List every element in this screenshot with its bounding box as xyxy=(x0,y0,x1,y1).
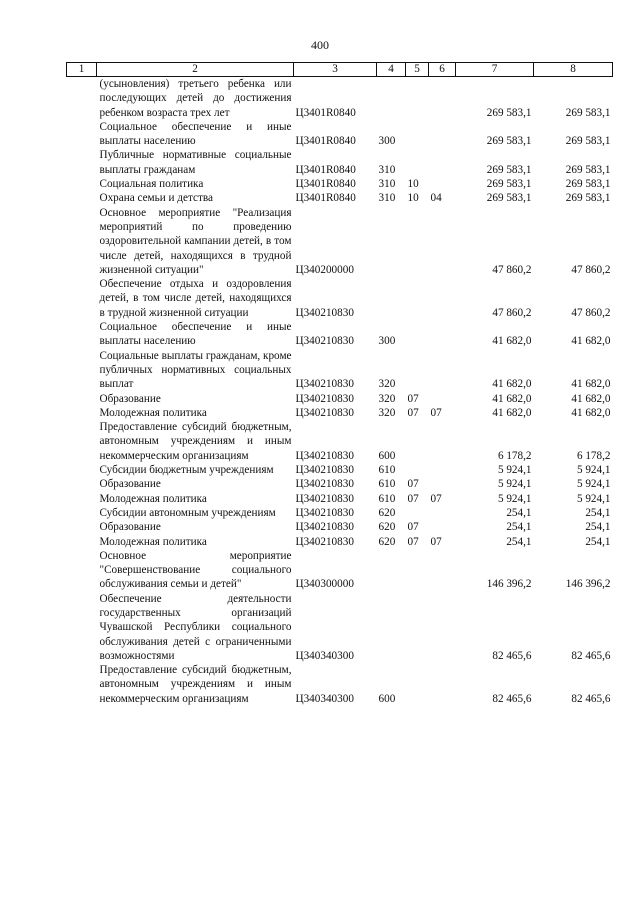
section-code xyxy=(406,120,429,149)
target-article-code: Ц340210830 xyxy=(295,506,354,519)
table-row xyxy=(67,477,613,491)
target-article-code: Ц340210830 xyxy=(295,535,354,548)
amount-year-2: 41 682,0 xyxy=(571,406,611,419)
expense-type-code: 610 xyxy=(378,464,396,477)
expense-type-code: 620 xyxy=(378,506,396,519)
subsection-code xyxy=(429,520,456,534)
subsection-code xyxy=(429,477,456,491)
expense-name: Предоставление субсидий бюджетным, автономным учреждениям и иным некоммерческим организациям xyxy=(99,421,292,462)
table-body xyxy=(67,77,613,707)
expense-type-code: 600 xyxy=(378,449,396,462)
amount-year-2: 269 583,1 xyxy=(565,106,611,119)
expense-name: Образование xyxy=(99,478,161,491)
target-article-code: Ц340210830 xyxy=(295,492,354,505)
amount-year-1: 47 860,2 xyxy=(492,263,532,276)
expense-name: Субсидии бюджетным учреждениям xyxy=(99,464,274,477)
table-row xyxy=(67,463,613,477)
table-row xyxy=(67,320,613,349)
expense-type-code: 300 xyxy=(378,335,396,348)
expense-type-code xyxy=(377,277,406,320)
column-header-6: 6 xyxy=(429,63,456,77)
row-number-cell xyxy=(67,392,97,406)
target-article-code: Ц340300000 xyxy=(295,578,354,591)
amount-year-2: 269 583,1 xyxy=(565,192,611,205)
expense-name: Социальное обеспечение и иные выплаты населению xyxy=(99,120,292,148)
table-row xyxy=(67,663,613,706)
expense-name: Социальное обеспечение и иные выплаты населению xyxy=(99,321,292,348)
header-row xyxy=(67,63,613,77)
amount-year-2: 6 178,2 xyxy=(576,449,611,462)
amount-year-1: 6 178,2 xyxy=(497,449,532,462)
target-article-code: Ц340340300 xyxy=(295,692,354,705)
amount-year-2: 82 465,6 xyxy=(571,649,611,662)
expense-type-code: 320 xyxy=(378,406,396,419)
target-article-code: Ц3401R0840 xyxy=(295,192,356,205)
expense-name: Основное мероприятие "Совершенствование социального обслуживания семьи и детей" xyxy=(99,549,292,591)
table-row xyxy=(67,549,613,592)
row-number-cell xyxy=(67,535,97,549)
page-number: 400 xyxy=(311,38,329,52)
expense-name: Публичные нормативные социальные выплаты гражданам xyxy=(99,149,292,176)
amount-year-2: 146 396,2 xyxy=(565,578,611,591)
subsection-code xyxy=(429,592,456,663)
amount-year-1: 82 465,6 xyxy=(492,649,532,662)
expense-name: Предоставление субсидий бюджетным, автономным учреждениям и иным некоммерческим организациям xyxy=(99,664,292,705)
row-number-cell xyxy=(67,492,97,506)
row-number-cell xyxy=(67,277,97,320)
target-article-code: Ц340210830 xyxy=(295,392,354,405)
target-article-code: Ц3401R0840 xyxy=(295,106,356,119)
expense-type-code: 610 xyxy=(378,478,396,491)
target-article-code: Ц340210830 xyxy=(295,306,354,319)
subsection-code xyxy=(429,663,456,706)
amount-year-1: 41 682,0 xyxy=(492,335,532,348)
expense-name: Образование xyxy=(99,392,161,405)
amount-year-1: 5 924,1 xyxy=(497,464,532,477)
section-code xyxy=(406,320,429,349)
table-row xyxy=(67,148,613,177)
subsection-code xyxy=(429,506,456,520)
section-code xyxy=(406,349,429,392)
target-article-code: Ц340210830 xyxy=(295,406,354,419)
expense-name: Субсидии автономным учреждениям xyxy=(99,506,276,519)
subsection-code: 07 xyxy=(430,492,442,505)
expense-name: (усыновления) третьего ребенка или последующих детей до достижения ребенком возраста трех лет xyxy=(99,78,292,119)
row-number-cell xyxy=(67,148,97,177)
target-article-code: Ц3401R0840 xyxy=(295,135,356,148)
section-code xyxy=(406,463,429,477)
amount-year-1: 41 682,0 xyxy=(492,392,532,405)
target-article-code: Ц340210830 xyxy=(295,464,354,477)
row-number-cell xyxy=(67,592,97,663)
amount-year-2: 5 924,1 xyxy=(576,492,611,505)
amount-year-2: 82 465,6 xyxy=(571,692,611,705)
expense-type-code: 320 xyxy=(378,392,396,405)
table-row xyxy=(67,406,613,420)
row-number-cell xyxy=(67,177,97,191)
section-code xyxy=(406,592,429,663)
section-code xyxy=(406,206,429,277)
amount-year-2: 41 682,0 xyxy=(571,335,611,348)
section-code xyxy=(406,549,429,592)
expense-name: Основное мероприятие "Реализация мероприятий по проведению оздоровительной кампании детей, в том числе детей, находящихся в трудной жизненной ситуации" xyxy=(99,206,292,276)
expense-name: Охрана семьи и детства xyxy=(99,192,213,205)
table-row xyxy=(67,206,613,277)
subsection-code xyxy=(429,177,456,191)
target-article-code: Ц340340300 xyxy=(295,649,354,662)
table-row xyxy=(67,506,613,520)
row-number-cell xyxy=(67,320,97,349)
amount-year-1: 146 396,2 xyxy=(486,578,532,591)
subsection-code: 07 xyxy=(430,406,442,419)
table-row xyxy=(67,277,613,320)
column-header-4: 4 xyxy=(377,63,406,77)
expense-type-code: 610 xyxy=(378,492,396,505)
amount-year-2: 5 924,1 xyxy=(576,478,611,491)
table-row xyxy=(67,392,613,406)
amount-year-1: 82 465,6 xyxy=(492,692,532,705)
subsection-code: 07 xyxy=(430,535,442,548)
expense-name: Социальные выплаты гражданам, кроме публичных нормативных социальных выплат xyxy=(99,349,292,391)
amount-year-1: 269 583,1 xyxy=(486,178,532,191)
row-number-cell xyxy=(67,406,97,420)
expense-type-code xyxy=(377,549,406,592)
expense-name: Молодежная политика xyxy=(99,535,207,548)
amount-year-2: 41 682,0 xyxy=(571,378,611,391)
table-row xyxy=(67,535,613,549)
target-article-code: Ц340210830 xyxy=(295,478,354,491)
row-number-cell xyxy=(67,206,97,277)
section-code: 07 xyxy=(407,478,419,491)
expense-type-code: 310 xyxy=(378,163,396,176)
amount-year-1: 269 583,1 xyxy=(486,192,532,205)
amount-year-2: 41 682,0 xyxy=(571,392,611,405)
table-row xyxy=(67,191,613,205)
amount-year-2: 47 860,2 xyxy=(571,263,611,276)
amount-year-1: 269 583,1 xyxy=(486,135,532,148)
section-code xyxy=(406,277,429,320)
row-number-cell xyxy=(67,549,97,592)
target-article-code: Ц3401R0840 xyxy=(295,178,356,191)
expense-type-code xyxy=(377,206,406,277)
target-article-code: Ц340210830 xyxy=(295,449,354,462)
subsection-code xyxy=(429,463,456,477)
row-number-cell xyxy=(67,477,97,491)
amount-year-1: 269 583,1 xyxy=(486,106,532,119)
amount-year-1: 5 924,1 xyxy=(497,492,532,505)
table-row xyxy=(67,120,613,149)
amount-year-1: 269 583,1 xyxy=(486,163,532,176)
amount-year-2: 269 583,1 xyxy=(565,163,611,176)
subsection-code xyxy=(429,549,456,592)
subsection-code xyxy=(429,148,456,177)
expense-type-code: 310 xyxy=(378,178,396,191)
section-code: 07 xyxy=(407,406,419,419)
row-number-cell xyxy=(67,77,97,120)
target-article-code: Ц3401R0840 xyxy=(295,163,356,176)
amount-year-2: 254,1 xyxy=(585,535,611,548)
table-row xyxy=(67,177,613,191)
amount-year-1: 41 682,0 xyxy=(492,406,532,419)
column-header-1: 1 xyxy=(67,63,97,77)
table-row xyxy=(67,520,613,534)
column-header-2: 2 xyxy=(97,63,294,77)
row-number-cell xyxy=(67,506,97,520)
expense-type-code xyxy=(377,77,406,120)
row-number-cell xyxy=(67,663,97,706)
expense-type-code: 310 xyxy=(378,192,396,205)
section-code xyxy=(406,420,429,463)
table-row xyxy=(67,77,613,120)
section-code: 07 xyxy=(407,492,419,505)
row-number-cell xyxy=(67,191,97,205)
amount-year-1: 254,1 xyxy=(506,521,532,534)
amount-year-1: 254,1 xyxy=(506,535,532,548)
column-header-5: 5 xyxy=(406,63,429,77)
expense-type-code: 300 xyxy=(378,135,396,148)
column-header-3: 3 xyxy=(294,63,377,77)
section-code: 10 xyxy=(407,178,419,191)
subsection-code xyxy=(429,320,456,349)
row-number-cell xyxy=(67,420,97,463)
table-row xyxy=(67,592,613,663)
subsection-code: 04 xyxy=(430,192,442,205)
expense-type-code: 600 xyxy=(378,692,396,705)
expense-name: Обеспечение деятельности государственных организаций Чувашской Республики социального обслуживания детей с ограниченными возможностями xyxy=(99,592,292,662)
subsection-code xyxy=(429,420,456,463)
amount-year-1: 254,1 xyxy=(506,506,532,519)
subsection-code xyxy=(429,349,456,392)
amount-year-2: 254,1 xyxy=(585,521,611,534)
target-article-code: Ц340210830 xyxy=(295,378,354,391)
subsection-code xyxy=(429,277,456,320)
amount-year-2: 47 860,2 xyxy=(571,306,611,319)
expense-type-code: 320 xyxy=(378,378,396,391)
target-article-code: Ц340210830 xyxy=(295,335,354,348)
row-number-cell xyxy=(67,463,97,477)
table-row xyxy=(67,420,613,463)
table-row xyxy=(67,349,613,392)
expense-name: Образование xyxy=(99,521,161,534)
subsection-code xyxy=(429,77,456,120)
column-header-8: 8 xyxy=(534,63,613,77)
row-number-cell xyxy=(67,120,97,149)
section-code: 07 xyxy=(407,535,419,548)
target-article-code: Ц340210830 xyxy=(295,521,354,534)
expense-type-code: 620 xyxy=(378,521,396,534)
section-code xyxy=(406,663,429,706)
expense-type-code: 620 xyxy=(378,535,396,548)
target-article-code: Ц340200000 xyxy=(295,263,354,276)
section-code xyxy=(406,506,429,520)
section-code: 07 xyxy=(407,392,419,405)
section-code: 07 xyxy=(407,521,419,534)
row-number-cell xyxy=(67,349,97,392)
row-number-cell xyxy=(67,520,97,534)
amount-year-1: 47 860,2 xyxy=(492,306,532,319)
subsection-code xyxy=(429,120,456,149)
amount-year-2: 269 583,1 xyxy=(565,178,611,191)
expense-type-code xyxy=(377,592,406,663)
section-code xyxy=(406,77,429,120)
expense-name: Молодежная политика xyxy=(99,406,207,419)
section-code xyxy=(406,148,429,177)
amount-year-1: 5 924,1 xyxy=(497,478,532,491)
table-row xyxy=(67,492,613,506)
budget-table xyxy=(66,62,613,706)
expense-name: Обеспечение отдыха и оздоровления детей, в том числе детей, находящихся в трудной жизненной ситуации xyxy=(99,278,292,319)
amount-year-2: 5 924,1 xyxy=(576,464,611,477)
column-header-7: 7 xyxy=(456,63,534,77)
amount-year-1: 41 682,0 xyxy=(492,378,532,391)
subsection-code xyxy=(429,206,456,277)
amount-year-2: 254,1 xyxy=(585,506,611,519)
amount-year-2: 269 583,1 xyxy=(565,135,611,148)
subsection-code xyxy=(429,392,456,406)
expense-name: Молодежная политика xyxy=(99,492,207,505)
expense-name: Социальная политика xyxy=(99,178,204,191)
section-code: 10 xyxy=(407,192,419,205)
